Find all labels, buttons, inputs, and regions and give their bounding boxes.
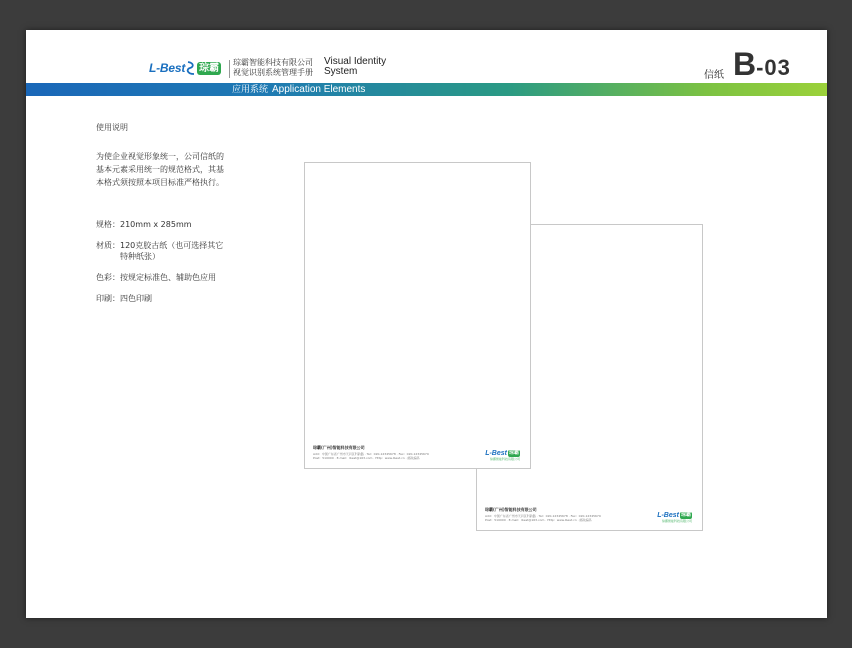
sheet-company: 琮霸(广州)智能科技有限公司 bbox=[485, 507, 537, 512]
company-line-2: 视觉识别系统管理手册 bbox=[233, 68, 313, 77]
vis-title bbox=[324, 57, 386, 77]
spec-value: 120克胶古纸（也可选择其它特种纸张） bbox=[120, 241, 224, 261]
section-title: 信纸 bbox=[704, 70, 724, 81]
page-code bbox=[733, 46, 791, 83]
notes-body: 为使企业视觉形象统一，公司信纸的基本元素采用统一的规范格式，其基本格式须按照本项目标准严格执行。 bbox=[96, 152, 224, 187]
vis-line-1: Visual Identity bbox=[324, 56, 387, 67]
sheet-logo-sub: 琮霸智能科技有限公司 bbox=[661, 519, 692, 523]
spec-size bbox=[96, 219, 226, 230]
header-divider bbox=[229, 60, 230, 78]
vis-line-2: System bbox=[324, 66, 358, 77]
sheet-logo bbox=[485, 450, 520, 457]
spec-material bbox=[96, 240, 226, 262]
brand-logo bbox=[149, 60, 221, 76]
sheet-contact: Post：510000 · E-mail：lbest@163.com · Http：www.lbest.cn · 邮政编码 bbox=[485, 518, 592, 522]
company-line-1: 琮霸智能科技有限公司 bbox=[233, 58, 313, 67]
page-header bbox=[26, 30, 827, 98]
spec-value: 按规定标准色、辅助色应用 bbox=[120, 273, 216, 282]
logo-swoosh-icon bbox=[186, 60, 196, 76]
page-code-number: -03 bbox=[756, 55, 791, 80]
sheet-logo-chinese: 琮霸 bbox=[508, 450, 519, 456]
spec-print bbox=[96, 293, 226, 304]
notes-title: 使用说明 bbox=[96, 123, 128, 132]
spec-value: 210mm x 285mm bbox=[120, 220, 192, 229]
spec-key: 规格： bbox=[96, 220, 120, 229]
sheet-company: 琮霸(广州)智能科技有限公司 bbox=[313, 445, 365, 450]
spec-key: 印刷： bbox=[96, 294, 120, 303]
category-label-cn: 应用系统 bbox=[232, 85, 269, 95]
sheet-logo-sub: 琮霸智能科技有限公司 bbox=[489, 457, 520, 461]
letterhead-sheet-front bbox=[304, 162, 531, 469]
sheet-address: Add：中国广东省广州市天河区科韵路 · Tel：020-12345678 · Fax：020-12345679 bbox=[485, 514, 601, 518]
sheet-logo-wordmark: L-Best bbox=[485, 450, 507, 457]
spec-key: 色彩： bbox=[96, 273, 120, 282]
sheet-logo-wordmark: L-Best bbox=[657, 512, 679, 519]
sheet-address: Add：中国广东省广州市天河区科韵路 · Tel：020-12345678 · Fax：020-12345679 bbox=[313, 452, 429, 456]
logo-chinese: 琮霸 bbox=[199, 62, 220, 74]
logo-wordmark: L-Best bbox=[149, 61, 186, 75]
company-name bbox=[233, 58, 313, 78]
category-label bbox=[232, 83, 365, 96]
spec-value: 四色印刷 bbox=[120, 294, 152, 303]
manual-page bbox=[26, 30, 827, 618]
spec-color bbox=[96, 272, 226, 283]
sheet-contact: Post：510000 · E-mail：lbest@163.com · Http：www.lbest.cn · 邮政编码 bbox=[313, 456, 420, 460]
spec-key: 材质： bbox=[96, 241, 120, 250]
sheet-logo bbox=[657, 512, 692, 519]
usage-notes bbox=[96, 122, 226, 314]
sheet-logo-chinese: 琮霸 bbox=[680, 512, 691, 518]
header-gradient-bar bbox=[26, 83, 827, 96]
category-label-en: Application Elements bbox=[272, 84, 366, 95]
page-code-letter: B bbox=[733, 46, 757, 82]
